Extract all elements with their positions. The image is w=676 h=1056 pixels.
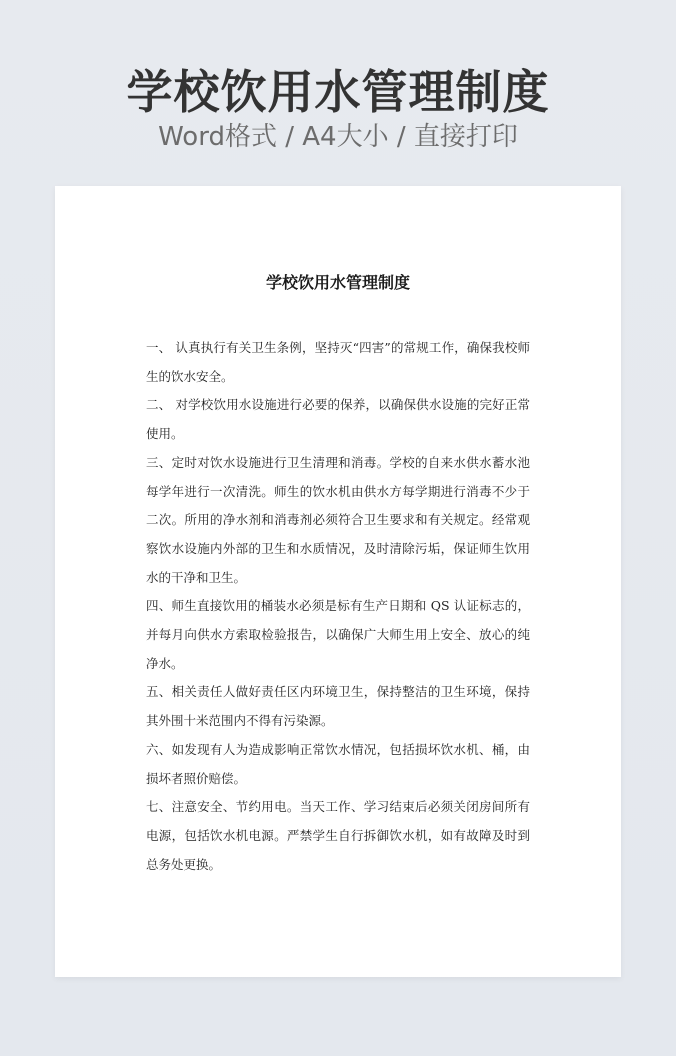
paragraph-1: 一、 认真执行有关卫生条例，坚持灭“四害”的常规工作，确保我校师生的饮水安全。 — [146, 340, 530, 384]
paragraph-5: 五、相关责任人做好责任区内环境卫生，保持整洁的卫生环境，保持其外围十米范围内不得有污染源。 — [146, 684, 530, 729]
paragraph-6: 六、如发现有人为造成影响正常饮水情况，包括损坏饮水机、桶，由损坏者照价赔偿。 — [146, 741, 530, 786]
document-title: 学校饮用水管理制度 — [265, 273, 410, 292]
banner-title: 学校饮用水管理制度 — [126, 65, 550, 119]
document-body — [146, 334, 530, 879]
document-page — [55, 186, 621, 977]
banner-subtitle: Word格式 / A4大小 / 直接打印 — [158, 122, 518, 152]
paragraph-3: 三、定时对饮水设施进行卫生清理和消毒。学校的自来水供水蓄水池每学年进行一次清洗。师生的饮水机由供水方每学期进行消毒不少于二次。所用的净水剂和消毒剂必须符合卫生要求和有关规定。经常观察饮水设施内外部的卫生和水质情况，及时清除污垢，保证师生饮用水的干净和卫生。 — [146, 454, 530, 585]
paragraph-4: 四、师生直接饮用的桶装水必须是标有生产日期和 QS 认证标志的，并每月向供水方索取检验报告，以确保广大师生用上安全、放心的纯净水。 — [146, 598, 530, 671]
paragraph-2: 二、 对学校饮用水设施进行必要的保养，以确保供水设施的完好正常使用。 — [146, 397, 530, 442]
paragraph-7: 七、注意安全、节约用电。当天工作、学习结束后必须关闭房间所有电源，包括饮水机电源。严禁学生自行拆御饮水机，如有故障及时到总务处更换。 — [146, 799, 530, 872]
